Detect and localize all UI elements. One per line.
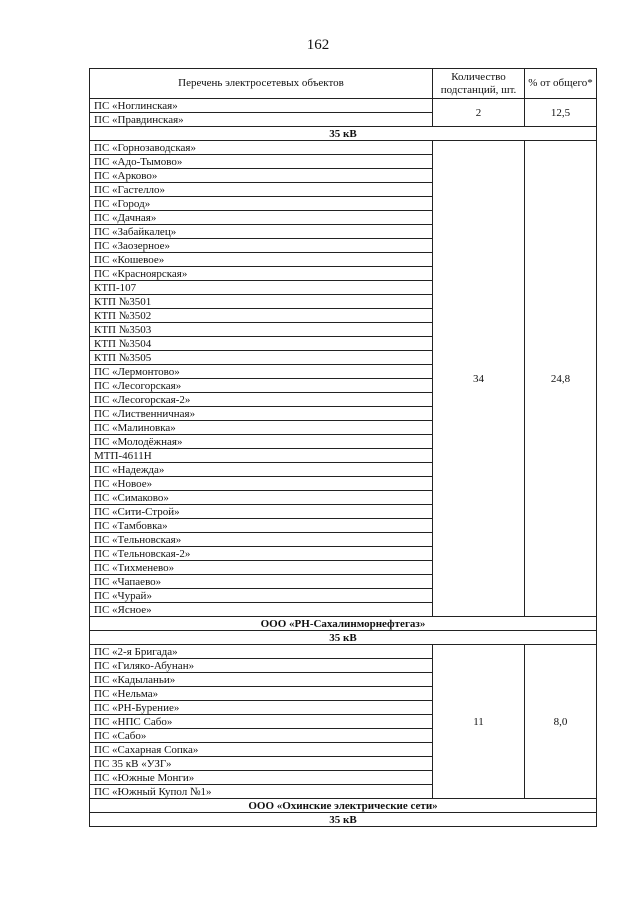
substation-name: ПС 35 кВ «УЗГ»	[90, 757, 433, 771]
table-row	[90, 645, 597, 659]
substation-name: ПС «Гиляко-Абунан»	[90, 659, 433, 673]
substation-name: КТП №3503	[90, 323, 433, 337]
substation-name: ПС «Лиственничная»	[90, 407, 433, 421]
substation-name: МТП-4611Н	[90, 449, 433, 463]
page-number: 162	[306, 37, 330, 53]
header-substation-count: Количество подстанций, шт.	[433, 69, 525, 99]
substation-name: ПС «Сахарная Сопка»	[90, 743, 433, 757]
substation-name: ПС «Лесогорская»	[90, 379, 433, 393]
substation-name: ПС «Кошевое»	[90, 253, 433, 267]
substation-name: ПС «Кадыланьи»	[90, 673, 433, 687]
voltage-section-heading: 35 кВ	[90, 127, 597, 141]
substation-name: КТП №3502	[90, 309, 433, 323]
percent-of-total: 8,0	[525, 645, 597, 799]
substation-name: ПС «Южный Купол №1»	[90, 785, 433, 799]
organization-heading: ООО «Охинские электрические сети»	[90, 799, 597, 813]
substation-name: ПС «Правдинская»	[90, 113, 433, 127]
substation-name: ПС «Сабо»	[90, 729, 433, 743]
substation-name: ПС «Гастелло»	[90, 183, 433, 197]
voltage-section-heading: 35 кВ	[90, 631, 597, 645]
substation-name: ПС «Ясное»	[90, 603, 433, 617]
table-header-row	[90, 69, 597, 99]
substation-name: ПС «Сити-Строй»	[90, 505, 433, 519]
substation-name: ПС «Тамбовка»	[90, 519, 433, 533]
substation-name: ПС «Красноярская»	[90, 267, 433, 281]
section-row	[90, 617, 597, 631]
substation-name: ПС «Лермонтово»	[90, 365, 433, 379]
section-row	[90, 631, 597, 645]
substation-name: ПС «Тихменево»	[90, 561, 433, 575]
substation-name: ПС «Арково»	[90, 169, 433, 183]
substation-name: ПС «НПС Сабо»	[90, 715, 433, 729]
percent-of-total: 24,8	[525, 141, 597, 617]
substation-name: ПС «Город»	[90, 197, 433, 211]
substation-count: 11	[433, 645, 525, 799]
substation-name: КТП №3505	[90, 351, 433, 365]
substation-name: ПС «Лесогорская-2»	[90, 393, 433, 407]
substation-name: ПС «Горнозаводская»	[90, 141, 433, 155]
substation-count: 2	[433, 99, 525, 127]
section-row	[90, 127, 597, 141]
substation-name: ПС «Адо-Тымово»	[90, 155, 433, 169]
substation-name: ПС «Тельновская»	[90, 533, 433, 547]
substation-name: ПС «Чапаево»	[90, 575, 433, 589]
substation-name: ПС «Забайкалец»	[90, 225, 433, 239]
table-row	[90, 99, 597, 113]
substation-count: 34	[433, 141, 525, 617]
header-objects-list: Перечень электросетевых объектов	[90, 69, 433, 99]
section-row	[90, 813, 597, 827]
substation-name: ПС «Тельновская-2»	[90, 547, 433, 561]
substation-name: ПС «Молодёжная»	[90, 435, 433, 449]
substation-name: ПС «Малиновка»	[90, 421, 433, 435]
voltage-section-heading: 35 кВ	[90, 813, 597, 827]
substation-name: КТП №3501	[90, 295, 433, 309]
section-row	[90, 799, 597, 813]
table-row	[90, 141, 597, 155]
percent-of-total: 12,5	[525, 99, 597, 127]
substation-name: ПС «Заозерное»	[90, 239, 433, 253]
substations-table	[89, 68, 597, 827]
header-percent-total: % от общего*	[525, 69, 597, 99]
substation-name: ПС «Чурай»	[90, 589, 433, 603]
substation-name: ПС «Симаково»	[90, 491, 433, 505]
substation-name: ПС «Надежда»	[90, 463, 433, 477]
substation-name: КТП-107	[90, 281, 433, 295]
substation-name: ПС «Дачная»	[90, 211, 433, 225]
substation-name: ПС «РН-Бурение»	[90, 701, 433, 715]
substation-name: ПС «Южные Монги»	[90, 771, 433, 785]
substation-name: ПС «2-я Бригада»	[90, 645, 433, 659]
organization-heading: ООО «РН-Сахалинморнефтегаз»	[90, 617, 597, 631]
substation-name: ПС «Ноглинская»	[90, 99, 433, 113]
substation-name: ПС «Новое»	[90, 477, 433, 491]
substation-name: ПС «Нельма»	[90, 687, 433, 701]
substation-name: КТП №3504	[90, 337, 433, 351]
